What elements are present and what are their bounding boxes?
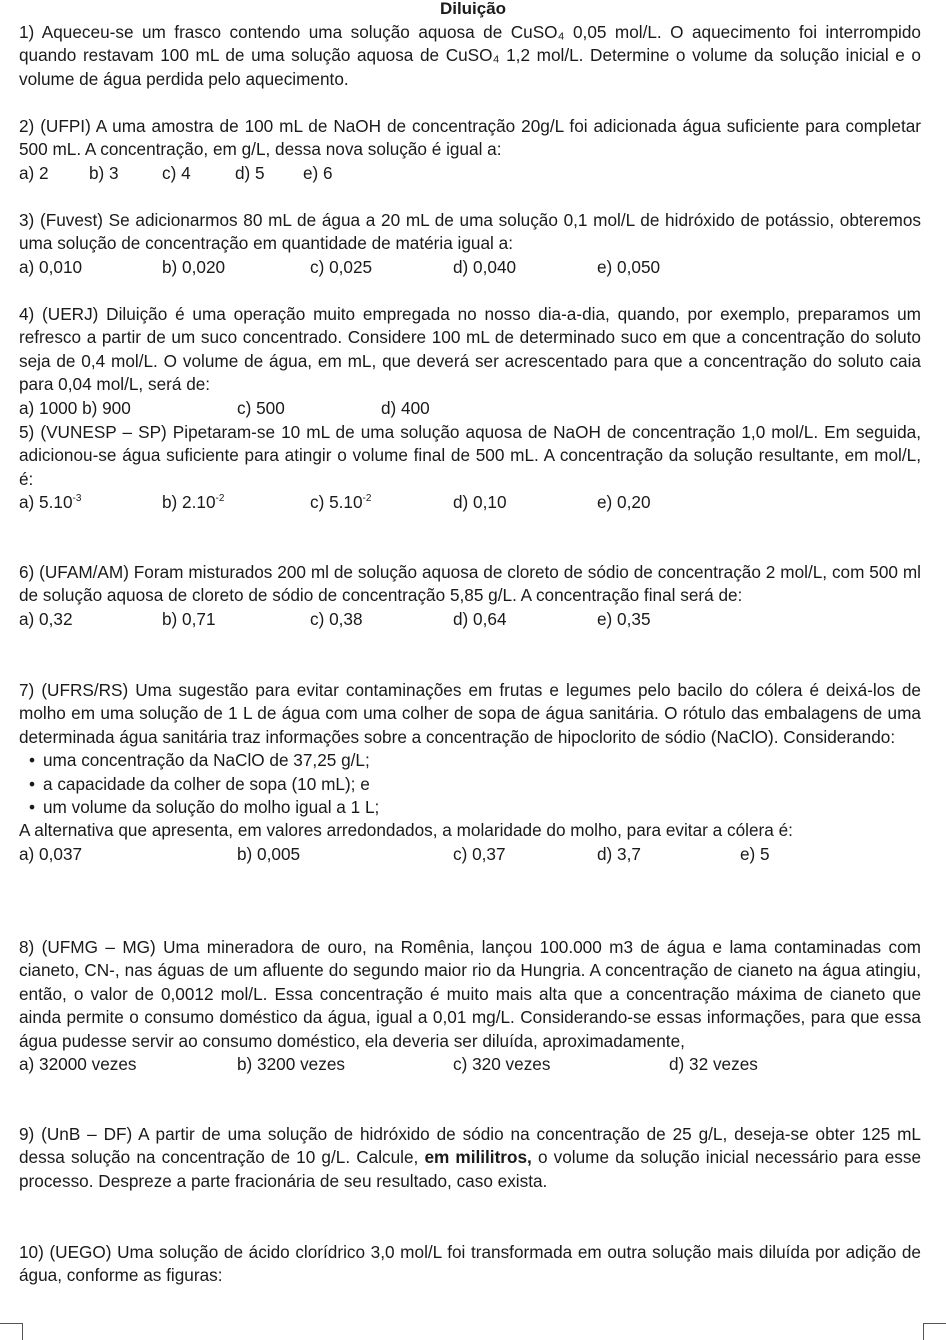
option-a: a) 32000 vezes	[19, 1054, 137, 1075]
question-7-options	[19, 843, 921, 866]
figure-frame-corner	[923, 1323, 946, 1340]
option-d: d) 5	[235, 162, 265, 183]
option-c: c) 320 vezes	[453, 1054, 551, 1075]
question-8-options	[19, 1053, 921, 1076]
option-c: c) 0,38	[310, 608, 363, 629]
question-7-text: 7) (UFRS/RS) Uma sugestão para evitar contaminações em frutas e legumes pelo bacilo do cólera é deixá-los de molho em uma solução de 1 L de água com uma colher de sopa de água sanitária. O rótulo das embalagens de uma determinada água sanitária traz informações sobre a concentração de hipoclorito de sódio (NaClO). Considerando:	[19, 680, 921, 747]
option-e: e) 0,35	[597, 608, 651, 629]
question-1: 1) Aqueceu-se um frasco contendo uma solução aquosa de CuSO₄ 0,05 mol/L. O aquecimento foi interrompido quando restavam 100 mL de uma solução aquosa de CuSO₄ 1,2 mol/L. Determine o volume da solução inicial e o volume de água perdida pelo aquecimento.	[19, 22, 921, 89]
option-a: a) 0,32	[19, 608, 73, 629]
question-2-text: 2) (UFPI) A uma amostra de 100 mL de NaOH de concentração 20g/L foi adicionada água suficiente para completar 500 mL. A concentração, em g/L, dessa nova solução é igual a:	[19, 116, 921, 160]
figure-frame-corner	[0, 1323, 23, 1340]
question-7-question: A alternativa que apresenta, em valores arredondados, a molaridade do molho, para evitar a cólera é:	[19, 820, 793, 841]
question-9-emphasis: em mililitros,	[424, 1147, 532, 1168]
option-a: a) 2	[19, 162, 49, 183]
question-9-text-before: 9) (UnB – DF) A partir de uma solução de hidróxido de sódio na concentração de 25 g/L, deseja-se obter 125 mL dessa solução na concentração de 10 g/L. Calcule,	[19, 1124, 921, 1168]
option-b: b) 3200 vezes	[237, 1054, 345, 1075]
option-c: c) 4	[162, 162, 191, 183]
question-2	[19, 115, 921, 185]
option-a: a) 0,037	[19, 843, 83, 864]
question-5-text: 5) (VUNESP – SP) Pipetaram-se 10 mL de uma solução aquosa de NaOH de concentração 1,0 mol/L. Em seguida, adicionou-se água suficiente para atingir o volume final de 500 mL. A concentração da solução resultante, em mol/L, é:	[19, 422, 921, 489]
option-c: c) 500	[237, 397, 285, 418]
option-d: d) 400	[381, 397, 430, 418]
question-8-text: 8) (UFMG – MG) Uma mineradora de ouro, na Romênia, lançou 100.000 m3 de água e lama contaminadas com cianeto, CN-, nas águas de um afluente do segundo maior rio da Hungria. A concentração de cianeto na água atingiu, então, o valor de 0,0012 mol/L. Essa concentração é muito mais alta que a concentração máxima de cianeto que ainda permite o consumo doméstico da água, igual a 0,01 mg/L. Considerando-se essas informações, para que essa água pudesse servir ao consumo doméstico, ela deveria ser diluída, aproximadamente,	[19, 937, 921, 1051]
question-2-options	[19, 162, 921, 185]
option-b: b) 0,71	[162, 608, 216, 629]
option-b: b) 0,005	[237, 843, 301, 864]
bullet-item: • uma concentração da NaClO de 37,25 g/L;	[19, 749, 921, 772]
question-8	[19, 936, 921, 1076]
option-d: d) 32 vezes	[669, 1054, 758, 1075]
option-c: c) $5.10^{-2}$	[310, 492, 372, 513]
option-c: c) 0,025	[310, 256, 373, 277]
question-6-options	[19, 608, 921, 631]
question-9-text-after: o volume da solução inicial necessário para esse processo. Despreze a parte fracionária de seu resultado, caso exista.	[19, 1147, 921, 1191]
question-4-options	[19, 397, 921, 420]
question-7	[19, 679, 921, 866]
option-e: e) 5	[740, 843, 770, 864]
option-a: a) $5.10^{-3}$	[19, 492, 82, 513]
question-6-text: 6) (UFAM/AM) Foram misturados 200 ml de solução aquosa de cloreto de sódio de concentração 2 mol/L, com 500 ml de solução aquosa de cloreto de sódio de concentração 5,85 g/L. A concentração final será de:	[19, 562, 921, 606]
option-d: d) 0,64	[453, 608, 507, 629]
question-10: 10) (UEGO) Uma solução de ácido clorídrico 3,0 mol/L foi transformada em outra solução mais diluída por adição de água, conforme as figuras:	[19, 1242, 921, 1286]
question-9	[19, 1123, 921, 1193]
bullet-item: • um volume da solução do molho igual a 1 L;	[19, 796, 921, 819]
question-3-text: 3) (Fuvest) Se adicionarmos 80 mL de água a 20 mL de uma solução 0,1 mol/L de hidróxido de potássio, obteremos uma solução de concentração em quantidade de matéria igual a:	[19, 210, 921, 254]
option-d: d) 0,040	[453, 256, 517, 277]
question-5-options	[19, 491, 921, 514]
option-e: e) 0,050	[597, 256, 661, 277]
option-b: b) $2.10^{-2}$	[162, 492, 225, 513]
bullet-item: • a capacidade da colher de sopa (10 mL); e	[19, 773, 921, 796]
option-d: d) 0,10	[453, 492, 507, 513]
option-d: d) 3,7	[597, 843, 641, 864]
question-4-text: 4) (UERJ) Diluição é uma operação muito empregada no nosso dia-a-dia, quando, por exemplo, preparamos um refresco a partir de um suco concentrado. Considere 100 mL de determinado suco em que a concentração do soluto seja de 0,4 mol/L. O volume de água, em mL, que deverá ser acrescentado para que a concentração do soluto caia para 0,04 mol/L, será de:	[19, 304, 921, 395]
option-c: c) 0,37	[453, 843, 506, 864]
question-4	[19, 303, 921, 420]
question-3	[19, 209, 921, 279]
question-5	[19, 421, 921, 514]
option-a: a) 0,010	[19, 256, 83, 277]
option-b: b) 3	[89, 162, 119, 183]
question-6	[19, 561, 921, 631]
page-title: Diluição	[439, 0, 507, 18]
option-e: e) 6	[303, 162, 333, 183]
option-a-b: a) 1000 b) 900	[19, 397, 131, 418]
question-3-options	[19, 256, 921, 279]
option-e: e) 0,20	[597, 492, 651, 513]
option-b: b) 0,020	[162, 256, 226, 277]
